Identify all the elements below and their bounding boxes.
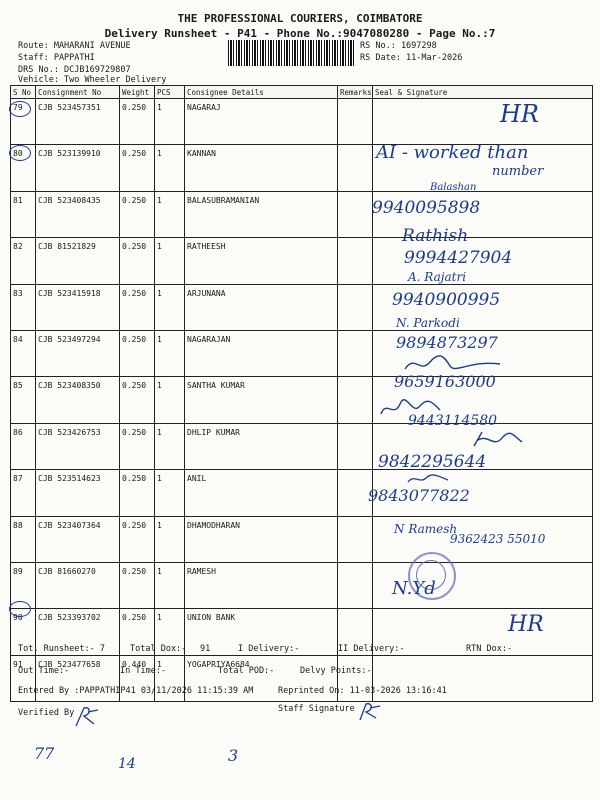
row-consignee: KANNAN	[185, 145, 338, 191]
row-weight: 0.250	[120, 470, 155, 516]
row-sno: 82	[11, 238, 36, 284]
row-sno: 87	[11, 470, 36, 516]
row-consignment-no: CJB 523408435	[36, 191, 120, 237]
row-weight: 0.250	[120, 145, 155, 191]
circle-mark-80	[9, 145, 31, 161]
handwritten-bottom-2: 14	[118, 756, 136, 772]
handwritten-signature-91: N.Yd	[392, 578, 436, 599]
handwritten-phone-81: 9940095898	[372, 198, 481, 218]
row-sno: 79	[11, 99, 36, 145]
row-consignee: UNION BANK	[185, 609, 338, 655]
handwritten-note-80: AI - worked than	[376, 142, 529, 163]
total-pod: Total POD:-	[218, 666, 275, 676]
row-consignee: DHAMODHARAN	[185, 516, 338, 562]
row-consignee: RATHEESH	[185, 238, 338, 284]
col-consignee: Consignee Details	[185, 86, 338, 99]
table-row	[11, 470, 593, 516]
row-pcs: 1	[155, 562, 185, 608]
row-weight: 0.250	[120, 99, 155, 145]
row-pcs: 1	[155, 145, 185, 191]
row-consignment-no: CJB 523477658	[36, 655, 120, 701]
row-pcs: 1	[155, 191, 185, 237]
col-weight: Weight	[120, 86, 155, 99]
company-title: THE PROFESSIONAL COURIERS, COIMBATORE	[177, 12, 423, 25]
row-consignee: YOGAPRIYA6684	[185, 655, 338, 701]
row-weight: 0.250	[120, 377, 155, 423]
rtn-dox: RTN Dox:-	[466, 644, 513, 654]
row-consignment-no: CJB 523415918	[36, 284, 120, 330]
row-sno: 85	[11, 377, 36, 423]
verified-by: Verified By	[18, 708, 75, 718]
handwritten-bottom-3: 3	[228, 746, 239, 765]
table-row	[11, 377, 593, 423]
row-consignment-no: CJB 81521829	[36, 238, 120, 284]
row-pcs: 1	[155, 238, 185, 284]
ii-delivery: II Delivery:-	[338, 644, 405, 654]
handwritten-signature-88	[404, 472, 454, 486]
handwritten-signature-83: A. Rajatri	[408, 270, 467, 284]
row-remarks	[338, 330, 373, 376]
row-sno: 88	[11, 516, 36, 562]
row-pcs: 1	[155, 377, 185, 423]
circle-mark-79	[9, 101, 31, 117]
handwritten-signature-total: HR	[508, 612, 544, 637]
reprinted-on: Reprinted On: 11-03-2026 13:16:41	[278, 686, 447, 696]
handwritten-phone-86: 9443114580	[408, 413, 498, 429]
row-consignee: NAGARAJ	[185, 99, 338, 145]
barcode	[228, 40, 356, 66]
row-pcs: 1	[155, 516, 185, 562]
row-weight: 0.250	[120, 423, 155, 469]
row-sno: 89	[11, 562, 36, 608]
row-remarks	[338, 516, 373, 562]
rs-date: RS Date: 11-Mar-2026	[360, 53, 463, 63]
in-time: In Time:-	[120, 666, 167, 676]
total-dox-value: 91	[200, 644, 211, 654]
row-remarks	[338, 377, 373, 423]
row-remarks	[338, 145, 373, 191]
col-seal-signature: Seal & Signature	[373, 86, 593, 99]
row-weight: 0.250	[120, 516, 155, 562]
row-consignment-no: CJB 523407364	[36, 516, 120, 562]
handwritten-bottom-1: 77	[34, 744, 55, 763]
row-consignee: SANTHA KUMAR	[185, 377, 338, 423]
row-consignment-no: CJB 523457351	[36, 99, 120, 145]
table-row	[11, 284, 593, 330]
row-pcs: 1	[155, 609, 185, 655]
row-consignee: RAMESH	[185, 562, 338, 608]
handwritten-signature-85	[400, 354, 510, 374]
row-weight: 0.250	[120, 562, 155, 608]
row-weight: 0.250	[120, 238, 155, 284]
row-pcs: 1	[155, 470, 185, 516]
col-remarks: Remarks	[338, 86, 373, 99]
i-delivery: I Delivery:-	[238, 644, 300, 654]
rs-number: RS No.: 1697298	[360, 41, 437, 51]
row-remarks	[338, 423, 373, 469]
row-weight: 0.250	[120, 284, 155, 330]
entered-by: Entered By :PAPPATHIP41 03/11/2026 11:15:39 AM	[18, 686, 254, 696]
handwritten-phone-85: 9659163000	[394, 372, 496, 391]
handwritten-phone-87: 9842295644	[378, 452, 487, 472]
row-consignment-no: CJB 523139910	[36, 145, 120, 191]
tot-runsheet: Tot. Runsheet:- 7	[18, 644, 105, 654]
row-seal-signature	[373, 99, 593, 145]
handwritten-phone-84: 9894873297	[396, 333, 498, 352]
row-pcs: 1	[155, 330, 185, 376]
row-consignment-no: CJB 523426753	[36, 423, 120, 469]
row-sno: 80	[11, 145, 36, 191]
row-consignment-no: CJB 523408350	[36, 377, 120, 423]
row-remarks	[338, 562, 373, 608]
handwritten-phone-89: 9362423 55010	[450, 532, 546, 546]
row-consignment-no: CJB 81660270	[36, 562, 120, 608]
row-remarks	[338, 191, 373, 237]
row-consignee: NAGARAJAN	[185, 330, 338, 376]
row-sno: 83	[11, 284, 36, 330]
row-sno: 84	[11, 330, 36, 376]
row-consignee: BALASUBRAMANIAN	[185, 191, 338, 237]
row-consignment-no: CJB 523497294	[36, 330, 120, 376]
row-remarks	[338, 99, 373, 145]
row-sno: 86	[11, 423, 36, 469]
out-time: Out Time:-	[18, 666, 70, 676]
row-pcs: 1	[155, 99, 185, 145]
handwritten-note-80b: number	[492, 164, 544, 179]
runsheet-subtitle: Delivery Runsheet - P41 - Phone No.:9047080280 - Page No.:7	[104, 27, 496, 40]
staff: Staff: PAPPATHI	[18, 53, 95, 63]
row-consignee: ANIL	[185, 470, 338, 516]
handwritten-signature-79: HR	[500, 100, 539, 128]
row-pcs: 1	[155, 284, 185, 330]
handwritten-phone-82: 9994427904	[404, 248, 513, 268]
total-dox-label: Total Dox:-	[130, 644, 187, 654]
handwritten-signature-84: N. Parkodi	[396, 316, 460, 330]
delvy-points: Delvy Points:-	[300, 666, 372, 676]
drs-number: DRS No.: DCJB169729807	[18, 65, 131, 75]
verified-signature	[72, 704, 102, 730]
row-sno: 90	[11, 609, 36, 655]
row-weight: 0.250	[120, 191, 155, 237]
col-pcs: PCS	[155, 86, 185, 99]
row-sno: 81	[11, 191, 36, 237]
row-weight: 0.440	[120, 655, 155, 701]
route: Route: MAHARANI AVENUE	[18, 41, 131, 51]
handwritten-phone-88: 9843077822	[368, 486, 470, 505]
table-header	[11, 86, 593, 99]
row-pcs: 1	[155, 423, 185, 469]
table-row	[11, 562, 593, 608]
staff-signature: Staff Signature	[278, 704, 355, 714]
handwritten-signature-87	[468, 430, 528, 450]
handwritten-signature-81: Balashan	[430, 182, 477, 193]
row-weight: 0.250	[120, 609, 155, 655]
row-consignment-no: CJB 523514623	[36, 470, 120, 516]
row-pcs: 1	[155, 655, 185, 701]
col-consignment: Consignment No	[36, 86, 120, 99]
col-sno: S No	[11, 86, 36, 99]
row-remarks	[338, 284, 373, 330]
row-remarks	[338, 238, 373, 284]
row-consignee: ARJUNANA	[185, 284, 338, 330]
handwritten-signature-82: Rathish	[402, 226, 469, 246]
staff-signature-mark	[356, 700, 384, 724]
row-weight: 0.250	[120, 330, 155, 376]
row-consignee: DHLIP KUMAR	[185, 423, 338, 469]
vehicle: Vehicle: Two Wheeler Delivery	[18, 75, 167, 85]
table-row	[11, 191, 593, 237]
handwritten-signature-89: N Ramesh	[394, 522, 458, 536]
row-consignment-no: CJB 523393702	[36, 609, 120, 655]
handwritten-phone-83: 9940900995	[392, 290, 501, 310]
circle-mark-91	[9, 601, 31, 617]
row-sno: 91	[11, 655, 36, 701]
